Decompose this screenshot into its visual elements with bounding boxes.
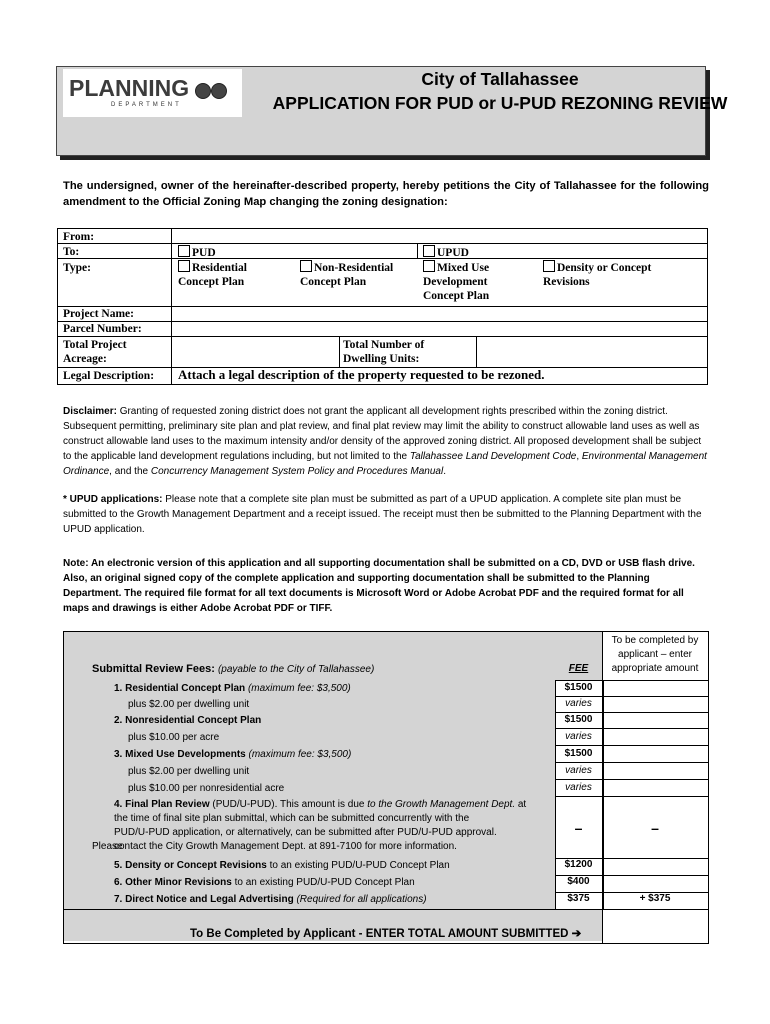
intro-paragraph: The undersigned, owner of the hereinafter-described property, hereby petitions the City of Tallahassee for the following amendment to the Official Zoning Map changing the zoning designation: [63,180,709,208]
amount-field[interactable] [603,763,707,778]
fee-value: $375 [567,893,590,904]
fee-row-nonresidential: 2. Nonresidential Concept Plan [114,715,262,726]
fee-row-please: Please [92,841,123,852]
fee-value: varies [565,782,592,793]
upud-checkbox[interactable] [423,245,435,257]
amount-field[interactable] [603,729,707,744]
fee-value: varies [565,731,592,742]
residential-option[interactable]: Residential Concept Plan [178,262,247,288]
fee-row-final-plan: 4. Final Plan Review (PUD/U-PUD). This amount is due to the Growth Management Dept. at the time of final site plan submittal, which can be submitted concurrently with the PUD/U-PUD application, or alternatively, can be submitted after PUD/U-PUD approval. contact the City Growth Management Dept. at 891-7100 for more information. [114,799,527,852]
fee-row-density: 5. Density or Concept Revisions to an existing PUD/U-PUD Concept Plan [114,860,450,871]
upud-option[interactable]: UPUD [423,245,469,260]
total-amount-field[interactable] [603,909,707,941]
fee-subrow: plus $2.00 per dwelling unit [128,766,250,777]
legal-description-label: Legal Description: [63,370,155,382]
from-field[interactable] [172,229,707,243]
logo-text: PLANNING [69,75,190,101]
amount-field[interactable] [603,858,707,873]
amount-field[interactable] [603,746,707,761]
type-label: Type: [63,262,91,274]
amount-column-header: To be completed by applicant – enter appropriate amount [611,635,699,674]
amount-field[interactable] [603,780,707,795]
non-residential-option[interactable]: Non-Residential Concept Plan [300,262,394,288]
density-option[interactable]: Density or Concept Revisions [543,262,652,288]
fee-subrow: plus $10.00 per acre [128,732,220,743]
dwelling-units-field[interactable] [477,337,707,367]
disclaimer-paragraph: Disclaimer: Granting of requested zoning district does not grant the applicant all development rights prescribed within the zoning district. Subsequent permitting, preliminary site plan and plat review, and final plat review may limit the ability to construct allowable land uses as well as construct allowable land uses to the maximum intensity and/or density of the approved zoning district. All proposed development shall be subject to the applicable land development regulations including, but not limited to the Tallahassee Land Development Code, Environmental Management Ordinance, and the Concurrency Management System Policy and Procedures Manual. [63,406,707,477]
fee-value: varies [565,765,592,776]
fee-value: $1200 [564,859,593,870]
mixed-use-option[interactable]: Mixed Use Development Concept Plan [423,262,490,302]
pud-option[interactable]: PUD [178,245,216,260]
fee-row-residential: 1. Residential Concept Plan (maximum fee: $3,500) [114,683,351,694]
total-instruction: To Be Completed by Applicant - ENTER TOTAL AMOUNT SUBMITTED ➔ [190,928,582,940]
residential-checkbox[interactable] [178,260,190,272]
upud-paragraph: * UPUD applications: Please note that a complete site plan must be submitted as part of a UPUD application. A complete site plan must be submitted to the Growth Management Department and a receipt issued. The receipt must then be submitted to the Planning Department with the UPUD application. [63,494,702,535]
non-residential-checkbox[interactable] [300,260,312,272]
logo-subtext: DEPARTMENT [111,102,182,108]
fee-row-mixed-use: 3. Mixed Use Developments (maximum fee: $3,500) [114,749,352,760]
seal-icon [195,83,211,99]
dwelling-units-label: Total Number of Dwelling Units: [343,339,425,365]
fee-subrow: plus $10.00 per nonresidential acre [128,783,285,794]
fee-value: $1500 [564,682,593,693]
density-checkbox[interactable] [543,260,555,272]
parcel-number-field[interactable] [172,322,707,336]
zoning-form-table [57,228,708,385]
parcel-number-label: Parcel Number: [63,323,142,335]
acreage-field[interactable] [172,337,339,367]
mixed-use-checkbox[interactable] [423,260,435,272]
fee-value: varies [565,698,592,709]
application-title: APPLICATION FOR PUD or U-PUD REZONING REVIEW [272,93,728,113]
amount-field[interactable] [603,681,707,696]
planning-logo [63,69,242,117]
fee-column-header: FEE [568,663,589,674]
fee-value: $1500 [564,714,593,725]
fee-value: $400 [567,876,590,887]
fee-row-minor-revisions: 6. Other Minor Revisions to an existing PUD/U-PUD Concept Plan [114,877,415,888]
project-name-field[interactable] [172,307,707,321]
fee-value: – [574,820,583,836]
amount-field[interactable] [603,875,707,890]
total-project-acreage-label: Total Project Acreage: [63,339,127,365]
project-name-label: Project Name: [63,308,134,320]
fee-subrow: plus $2.00 per dwelling unit [128,699,250,710]
fee-row-notice: 7. Direct Notice and Legal Advertising (Required for all applications) [114,894,427,905]
legal-description-instruction: Attach a legal description of the property requested to be rezoned. [178,367,545,382]
amount-value: + $375 [639,893,671,904]
to-label: To: [63,246,80,258]
amount-value: – [651,820,659,836]
fees-title: Submittal Review Fees: (payable to the City of Tallahassee) [92,663,375,675]
amount-field[interactable] [603,713,707,728]
amount-field[interactable] [603,697,707,712]
from-label: From: [63,231,95,243]
pud-checkbox[interactable] [178,245,190,257]
electronic-note: Note: An electronic version of this application and all supporting documentation shall be submitted on a CD, DVD or USB flash drive. Also, an original signed copy of the complete application and supporting documentation shall be submitted to the Planning Department. The required file format for all text documents is Microsoft Word or Adobe Acrobat PDF and the required format for all maps and drawings is either Adobe Acrobat PDF or TIFF. [63,558,695,614]
seal-icon [211,83,227,99]
city-title: City of Tallahassee [421,69,579,89]
fee-value: $1500 [564,748,593,759]
